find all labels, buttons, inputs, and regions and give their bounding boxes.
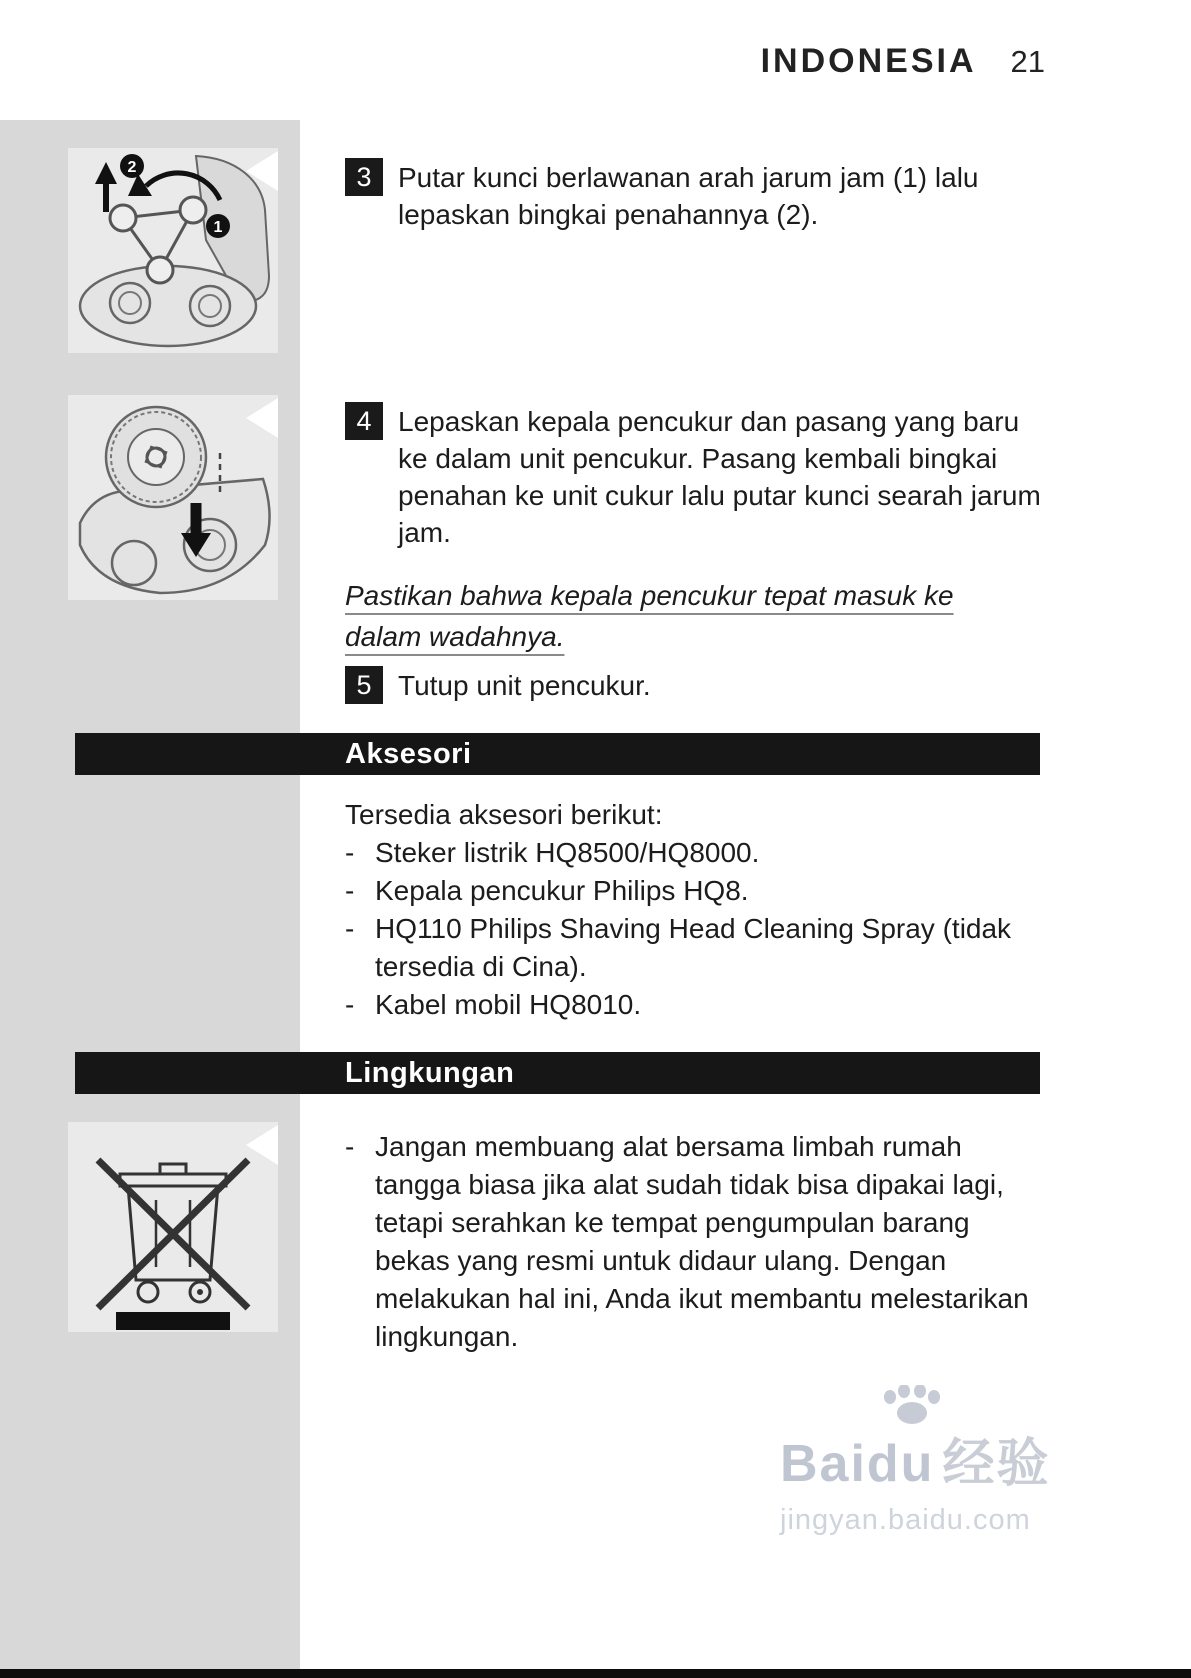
list-item — [345, 1128, 1045, 1356]
aksesori-content — [345, 796, 1045, 1024]
watermark-url: jingyan.baidu.com — [780, 1504, 1031, 1536]
accessory-item-text: Kepala pencukur Philips HQ8. — [375, 875, 749, 906]
step-5-text: Tutup unit pencukur. — [398, 670, 651, 701]
sidebar-band — [0, 120, 300, 1678]
accessory-item-text: Steker listrik HQ8500/HQ8000. — [375, 837, 760, 868]
section-title-aksesori: Aksesori — [345, 737, 472, 770]
weee-black-bar — [116, 1312, 230, 1330]
accessory-item-text: HQ110 Philips Shaving Head Cleaning Spray (tidak tersedia di Cina). — [375, 913, 1012, 982]
bullet-dash: - — [345, 837, 355, 868]
page-number: 21 — [1010, 44, 1045, 79]
section-bar-lingkungan — [75, 1052, 1040, 1094]
list-item — [345, 910, 1045, 986]
caution-note-text: Pastikan bahwa kepala pencukur tepat masuk ke dalam wadahnya. — [345, 580, 954, 652]
callout-notch-icon — [246, 398, 278, 438]
bullet-dash: - — [345, 913, 355, 944]
illustration-box-weee — [68, 1122, 278, 1332]
step-4-text: Lepaskan kepala pencukur dan pasang yang baru ke dalam unit pencukur. Pasang kembali bingkai penahan ke unit cukur lalu putar kunci searah jarum jam. — [398, 406, 1041, 548]
watermark — [780, 1385, 1100, 1537]
section-title-lingkungan: Lingkungan — [345, 1056, 515, 1089]
accessory-item-text: Kabel mobil HQ8010. — [375, 989, 642, 1020]
list-item — [345, 834, 1045, 872]
callout-2-label: 2 — [127, 159, 137, 176]
caution-note — [345, 575, 1035, 657]
callout-1-label: 1 — [213, 219, 223, 236]
paw-icon — [878, 1385, 948, 1425]
watermark-brand — [780, 1421, 1100, 1496]
watermark-brand-cn: 经验 — [942, 1435, 1051, 1493]
step-3 — [345, 158, 1045, 233]
illustration-box-unlock — [68, 148, 278, 353]
step-5-badge: 5 — [345, 666, 383, 704]
language-title: INDONESIA — [760, 42, 977, 80]
list-item — [345, 986, 1045, 1024]
bullet-dash: - — [345, 875, 355, 906]
list-item — [345, 872, 1045, 910]
step-3-badge: 3 — [345, 158, 383, 196]
bullet-dash: - — [345, 1131, 355, 1162]
bottom-edge-bar — [0, 1669, 1191, 1678]
page-header — [761, 42, 1045, 81]
bullet-dash: - — [345, 989, 355, 1020]
environment-item-text: Jangan membuang alat bersama limbah rumah tangga biasa jika alat sudah tidak bisa dipakai lagi, tetapi serahkan ke tempat pengumpulan barang bekas yang resmi untuk didaur ulang. Dengan melakukan hal ini, Anda ikut membantu melestarikan lingkungan. — [375, 1131, 1029, 1352]
callout-notch-icon — [246, 151, 278, 191]
lingkungan-content — [345, 1128, 1045, 1356]
illustration-box-replace-head — [68, 395, 278, 600]
aksesori-intro: Tersedia aksesori berikut: — [345, 799, 663, 830]
step-4 — [345, 402, 1045, 551]
callout-notch-icon — [246, 1125, 278, 1165]
step-5 — [345, 666, 1045, 704]
section-bar-aksesori — [75, 733, 1040, 775]
step-3-text: Putar kunci berlawanan arah jarum jam (1) lalu lepaskan bingkai penahannya (2). — [398, 162, 979, 230]
watermark-brand-latin: Baidu — [780, 1435, 935, 1493]
step-4-badge: 4 — [345, 402, 383, 440]
